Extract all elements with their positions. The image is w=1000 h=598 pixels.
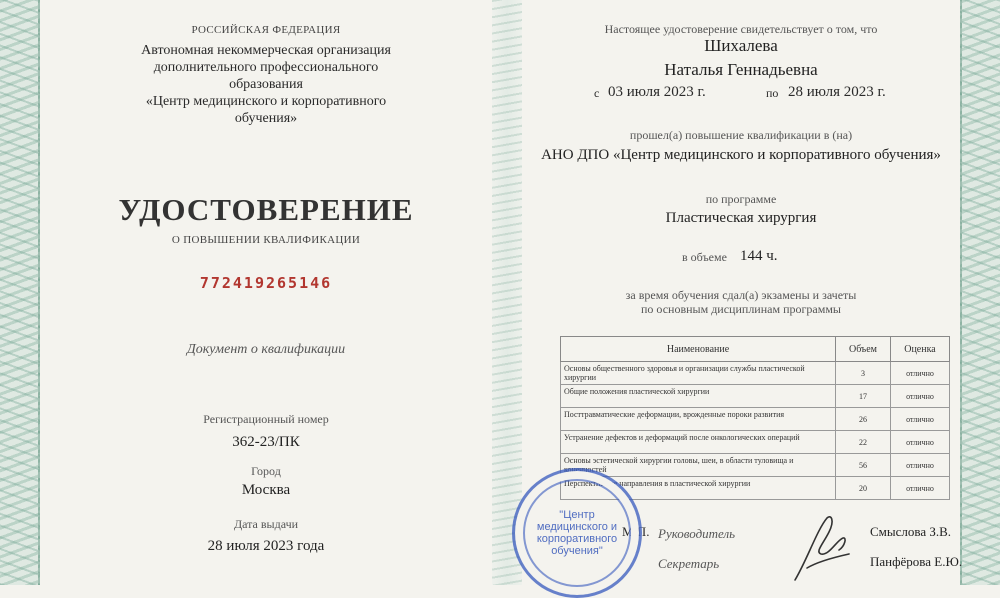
city-value: Москва [241, 482, 291, 498]
to-date: 28 июля 2023 г. [788, 84, 886, 100]
table-header-row [561, 337, 950, 362]
passed-text: прошел(а) повышение квалификации в (на) [629, 128, 853, 142]
issue-date-label: Дата выдачи [233, 517, 299, 531]
discipline-grade: отлично [891, 385, 950, 408]
discipline-grade: отлично [891, 362, 950, 385]
registration-label: Регистрационный номер [203, 412, 329, 426]
to-prefix: по [766, 86, 779, 100]
secretary-name: Панфёрова Е.Ю. [870, 554, 963, 569]
program-name: Пластическая хирургия [665, 210, 817, 226]
intro-text: Настоящее удостоверение свидетельствует о том, что [604, 22, 878, 36]
volume-value: 144 ч. [740, 248, 778, 264]
seal-placeholder-label: М.П. [622, 524, 650, 539]
table-row [561, 385, 950, 408]
exams-text-line2: по основным дисциплинам программы [640, 302, 841, 316]
organization-stamp [512, 468, 642, 598]
exams-text-line1: за время обучения сдал(а) экзамены и зачеты [625, 288, 857, 302]
document-type: Документ о квалификации [186, 342, 346, 357]
discipline-volume: 26 [836, 408, 891, 431]
certificate-cover-page [40, 0, 492, 585]
discipline-name: Основы эстетической хирургии головы, шеи, в области туловища и конечностей [561, 454, 836, 477]
document-title: УДОСТОВЕРЕНИЕ [118, 192, 414, 227]
stamp-text: "Центр медицинского и корпоративного обучения" [536, 509, 618, 557]
discipline-name: Устранение дефектов и деформаций после онкологических операций [561, 431, 836, 454]
discipline-name: Перспективные направления в пластической хирургии [561, 477, 836, 500]
discipline-volume: 17 [836, 385, 891, 408]
city-label: Город [251, 464, 281, 478]
signature-graphic [787, 510, 857, 585]
table-row [561, 454, 950, 477]
column-header-name: Наименование [561, 337, 836, 362]
head-label: Руководитель [658, 526, 736, 541]
head-name: Смыслова З.В. [870, 524, 952, 539]
column-header-grade: Оценка [891, 337, 950, 362]
table-row [561, 362, 950, 385]
issuer-organization [40, 42, 492, 127]
country-label: РОССИЙСКАЯ ФЕДЕРАЦИЯ [191, 24, 341, 36]
table-row [561, 431, 950, 454]
column-header-volume: Объем [836, 337, 891, 362]
from-date: 03 июля 2023 г. [608, 84, 706, 100]
disciplines-table [560, 336, 950, 500]
center-fold [492, 0, 522, 585]
program-label: по программе [705, 192, 777, 206]
discipline-volume: 3 [836, 362, 891, 385]
holder-name: Наталья Геннадьевна [664, 60, 818, 79]
org-line: дополнительного профессионального [153, 60, 379, 75]
issue-date-value: 28 июля 2023 года [207, 538, 325, 554]
document-subtitle: О ПОВЫШЕНИИ КВАЛИФИКАЦИИ [171, 234, 361, 246]
training-organization: АНО ДПО «Центр медицинского и корпоративного обучения» [541, 147, 941, 163]
org-line: Автономная некоммерческая организация [141, 43, 391, 58]
org-line: обучения» [234, 111, 298, 126]
secretary-label: Секретарь [658, 556, 720, 571]
discipline-grade: отлично [891, 408, 950, 431]
volume-label: в объеме [682, 250, 727, 264]
discipline-name: Общие положения пластической хирургии [561, 385, 836, 408]
discipline-volume: 56 [836, 454, 891, 477]
discipline-grade: отлично [891, 431, 950, 454]
discipline-volume: 22 [836, 431, 891, 454]
holder-surname: Шихалева [704, 36, 778, 55]
table-row [561, 408, 950, 431]
org-line: «Центр медицинского и корпоративного [145, 94, 387, 109]
discipline-name: Основы общественного здоровья и организации службы пластической хирургии [561, 362, 836, 385]
decorative-border-right [960, 0, 1000, 585]
serial-number: 772419265146 [199, 274, 333, 292]
discipline-grade: отлично [891, 454, 950, 477]
org-line: образования [229, 77, 303, 92]
discipline-volume: 20 [836, 477, 891, 500]
from-prefix: с [594, 86, 600, 100]
decorative-border-left [0, 0, 40, 585]
discipline-grade: отлично [891, 477, 950, 500]
registration-number: 362-23/ПК [232, 434, 300, 450]
discipline-name: Посттравматические деформации, врожденные пороки развития [561, 408, 836, 431]
